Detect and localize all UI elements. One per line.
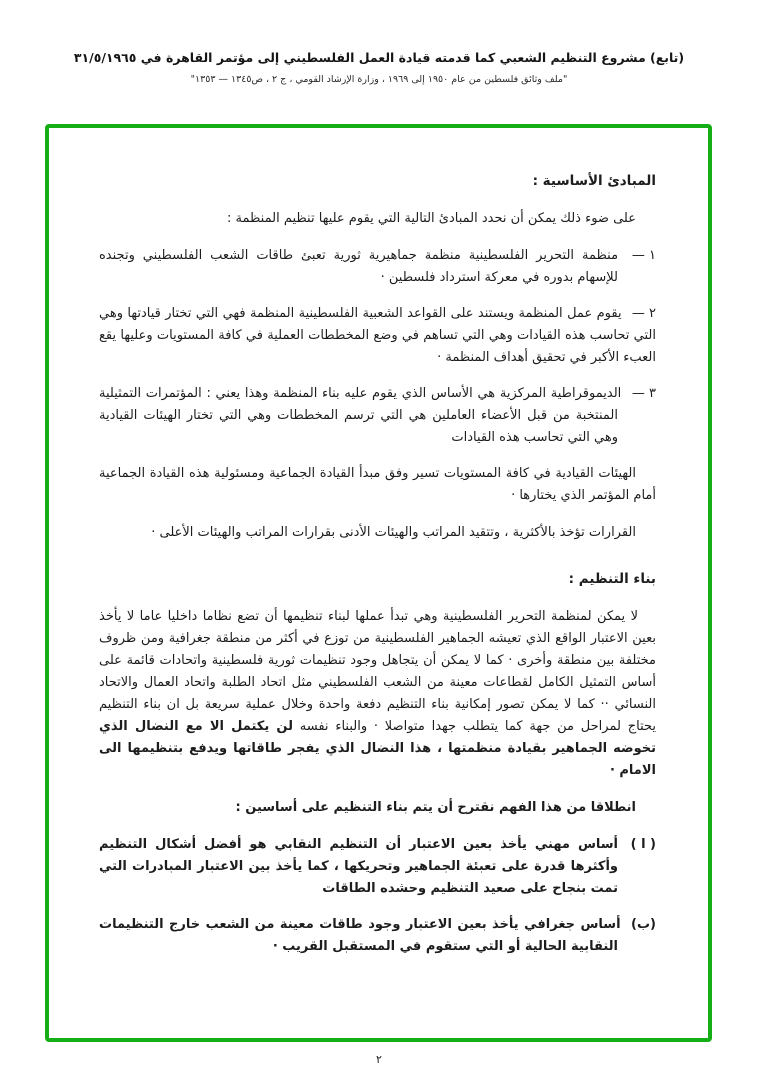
principle-item-3 bbox=[99, 383, 656, 449]
proposal-paragraph: انطلاقا من هذا الفهم نقترح أن يتم بناء التنظيم على أساسين : bbox=[235, 800, 636, 815]
principle-item-2-text: يقوم عمل المنظمة ويستند على القواعد الشعبية الفلسطينية المنظمة فهي التي تختار قيادتها وهي التي تحاسب هذه القيادات وهي التي تساهم في وضع المخططات العملية في كافة المستويات وعليها يقع العبء الأكبر في تحقيق أهداف المنظمة · bbox=[99, 306, 656, 365]
content-frame bbox=[45, 124, 712, 1042]
header-source-citation: "ملف وثائق فلسطين من عام ١٩٥٠ إلى ١٩٦٩ ، وزارة الإرشاد القومي ، ج ٢ ، ص١٣٤٥ — ١٣٥٣" bbox=[190, 74, 568, 85]
basis-item-a-text: أساس مهني يأخذ بعين الاعتبار أن التنظيم النقابي هو أفضل أشكال التنظيم وأكثرها قدرة على تعبئة الجماهير وتحريكها ، كما يأخذ بين الاعتبار المبادرات التي تمت بنجاح على صعيد التنظيم وحشده الطاقات bbox=[99, 837, 619, 896]
page-number: ٢ bbox=[376, 1053, 382, 1066]
page-footer bbox=[0, 1053, 758, 1066]
building-body-normal: لا يمكن لمنظمة التحرير الفلسطينية وهي تبدأ عملها لبناء تنظيمها أن تضع نظاما داخليا عاما لا يأخذ بعين الاعتبار الواقع الذي تعيشه الجماهير الفلسطينية من توزع في أكثر من منطقة جغرافية ومن ظروف مختلفة بين منطقة وأخرى · كما لا يمكن أن يتجاهل وجود تنظيمات ثورية فلسطينية واتحادات قائمة على أساس التمثيل الكامل لقطاعات معينة من الشعب الفلسطيني مثل اتحاد الطلبة واتحاد العمال والاتحاد النسائي ·· كما لا يمكن تصور إمكانية بناء التنظيم دفعة واحدة وخلال عملية سريعة بل ان بناء التنظيم يحتاج لمراحل من جهة كما يتطلب جهدا متواصلا · والبناء نفسه bbox=[99, 609, 656, 734]
decisions-paragraph: القرارات تؤخذ بالأكثرية ، وتتقيد المراتب والهيئات الأدنى بقرارات المراتب والهيئات الأعلى · bbox=[151, 525, 636, 540]
section-heading-building: بناء التنظيم : bbox=[568, 571, 656, 587]
document-header bbox=[0, 50, 758, 85]
header-title: (تابع) مشروع التنظيم الشعبي كما قدمته قيادة العمل الفلسطيني إلى مؤتمر القاهرة في ٣١/٥/١٩٦٥ bbox=[73, 50, 685, 65]
section-heading-principles: المبادئ الأساسية : bbox=[532, 173, 656, 189]
basis-item-a-number: ( ا ) bbox=[630, 837, 656, 852]
document-body bbox=[99, 170, 656, 958]
building-body-bold: لن يكتمل الا مع النضال الذي تخوضه الجماهير بقيادة منظمتها ، هذا النضال الذي يفجر طاقاتها ويدفع بتنظيمها الى الامام · bbox=[99, 719, 656, 778]
principles-intro-paragraph: على ضوء ذلك يمكن أن نحدد المبادئ التالية التي يقوم عليها تنظيم المنظمة : bbox=[227, 211, 636, 226]
collective-leadership-paragraph: الهيئات القيادية في كافة المستويات تسير وفق مبدأ القيادة الجماعية ومسئولية هذه القيادة الجماعية أمام المؤتمر الذي يختارها · bbox=[99, 466, 656, 503]
basis-item-b-number: (ب) bbox=[631, 917, 656, 932]
basis-item-b-text: أساس جغرافي يأخذ بعين الاعتبار وجود طاقات معينة من الشعب خارج التنظيمات النقابية الحالية أو التي ستقوم في المستقبل القريب · bbox=[99, 917, 621, 954]
principle-item-2 bbox=[99, 303, 656, 369]
principle-item-1 bbox=[99, 245, 656, 289]
basis-item-a bbox=[99, 834, 656, 900]
basis-item-b bbox=[99, 914, 656, 958]
principle-item-2-number: ٢ — bbox=[631, 306, 656, 321]
building-body-paragraph bbox=[99, 606, 656, 782]
principle-item-3-text: الديموقراطية المركزية هي الأساس الذي يقوم عليه بناء المنظمة وهذا يعني : المؤتمرات التمثيلية المنتخبة من قبل الأعضاء العاملين هي التي ترسم المخططات وهي التي تختار الهيئات القيادية وهي التي تحاسب هذه القيادات bbox=[99, 386, 622, 445]
principle-item-1-text: منظمة التحرير الفلسطينية منظمة جماهيرية ثورية تعبئ طاقات الشعب الفلسطيني وتجنده للإسهام بدوره في معركة استرداد فلسطين · bbox=[99, 248, 619, 285]
principle-item-1-number: ١ — bbox=[631, 248, 657, 263]
principle-item-3-number: ٣ — bbox=[631, 386, 656, 401]
